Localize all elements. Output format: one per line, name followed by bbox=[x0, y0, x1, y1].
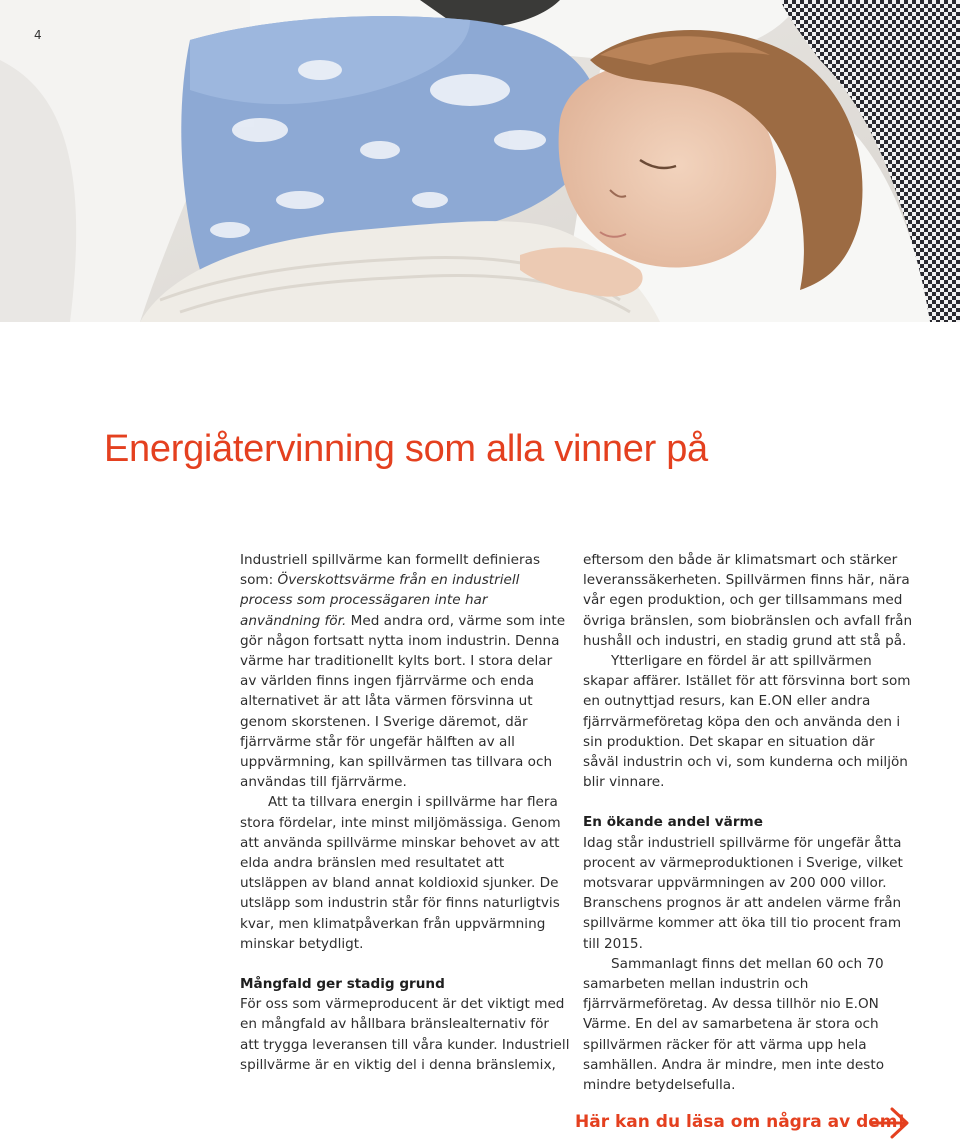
text-column-left bbox=[240, 550, 570, 1075]
hero-photo-sleeping-child bbox=[0, 0, 960, 322]
section-heading: En ökande andel värme bbox=[583, 814, 763, 831]
hero-photo-illustration bbox=[0, 0, 960, 322]
paragraph-text: Med andra ord, värme som inte gör någon fortsatt nytta inom industrin. Denna värme har traditionellt kylts bort. I stora delar av världen finns ingen fjärrvärme och enda alternativet är att låta värmen försvinna ut genom skorstenen. I Sverige däremot, där fjärrvärme står för ungefär hälften av all uppvärmning, kan spillvärmen tas tillvara och användas till fjärrvärme. bbox=[240, 612, 566, 791]
paragraph: Idag står industriell spillvärme för ungefär åtta procent av värmeproduktionen i Sverige, vilket motsvarar uppvärmningen av 200 000 villor. Branschens prognos är att andelen värme från spillvärme kommer att öka till tio procent fram till 2015. bbox=[583, 834, 903, 952]
section-heading: Mångfald ger stadig grund bbox=[240, 976, 445, 993]
paragraph: eftersom den både är klimatsmart och stärker leveranssäkerheten. Spillvärmen finns här, nära vår egen produktion, och ger tillsammans med övriga bränslen, som biobränslen och avfall från hushåll och industri, en stadig grund att stå på. bbox=[583, 552, 913, 649]
definition-italic: Överskottsvärme från en industriell process som processägaren inte har användning för. bbox=[240, 572, 520, 629]
text-column-right bbox=[583, 550, 913, 1095]
read-more-link[interactable]: Här kan du läsa om några av dem! bbox=[575, 1112, 906, 1132]
arrow-right-icon[interactable] bbox=[870, 1106, 910, 1144]
paragraph bbox=[240, 550, 570, 792]
page-title: Energiåtervinning som alla vinner på bbox=[104, 428, 708, 470]
paragraph: Att ta tillvara energin i spillvärme har flera stora fördelar, inte minst miljömässiga. Genom att använda spillvärme minskar behovet av att elda andra bränslen med resultatet att utsläppen av bland annat koldioxid sjunker. De utsläpp som industrin står för finns naturligtvis kvar, men klimatpåverkan från uppvärmning minskar betydligt. bbox=[240, 794, 561, 952]
definition-intro: Industriell spillvärme kan formellt definieras som: bbox=[240, 552, 541, 589]
page-number: 4 bbox=[34, 28, 42, 42]
paragraph: Ytterligare en fördel är att spillvärmen skapar affärer. Istället för att försvinna bort som en outnyttjad resurs, kan E.ON eller andra fjärrvärmeföretag köpa den och använda den i sin produktion. Det skapar en situation där såväl industrin och vi, som kunderna och miljön blir vinnare. bbox=[583, 653, 911, 791]
paragraph: Sammanlagt finns det mellan 60 och 70 samarbeten mellan industrin och fjärrvärmeföretag. Av dessa tillhör nio E.ON Värme. En del av samarbetena är stora och spillvärmen räcker för att värma upp hela samhällen. Andra är mindre, men inte desto mindre betydelsefulla. bbox=[583, 955, 885, 1094]
paragraph: För oss som värmeproducent är det viktigt med en mångfald av hållbara bränslealternativ för att trygga leveransen till våra kunder. Industriell spillvärme är en viktig del i denna bränslemix, bbox=[240, 996, 570, 1073]
